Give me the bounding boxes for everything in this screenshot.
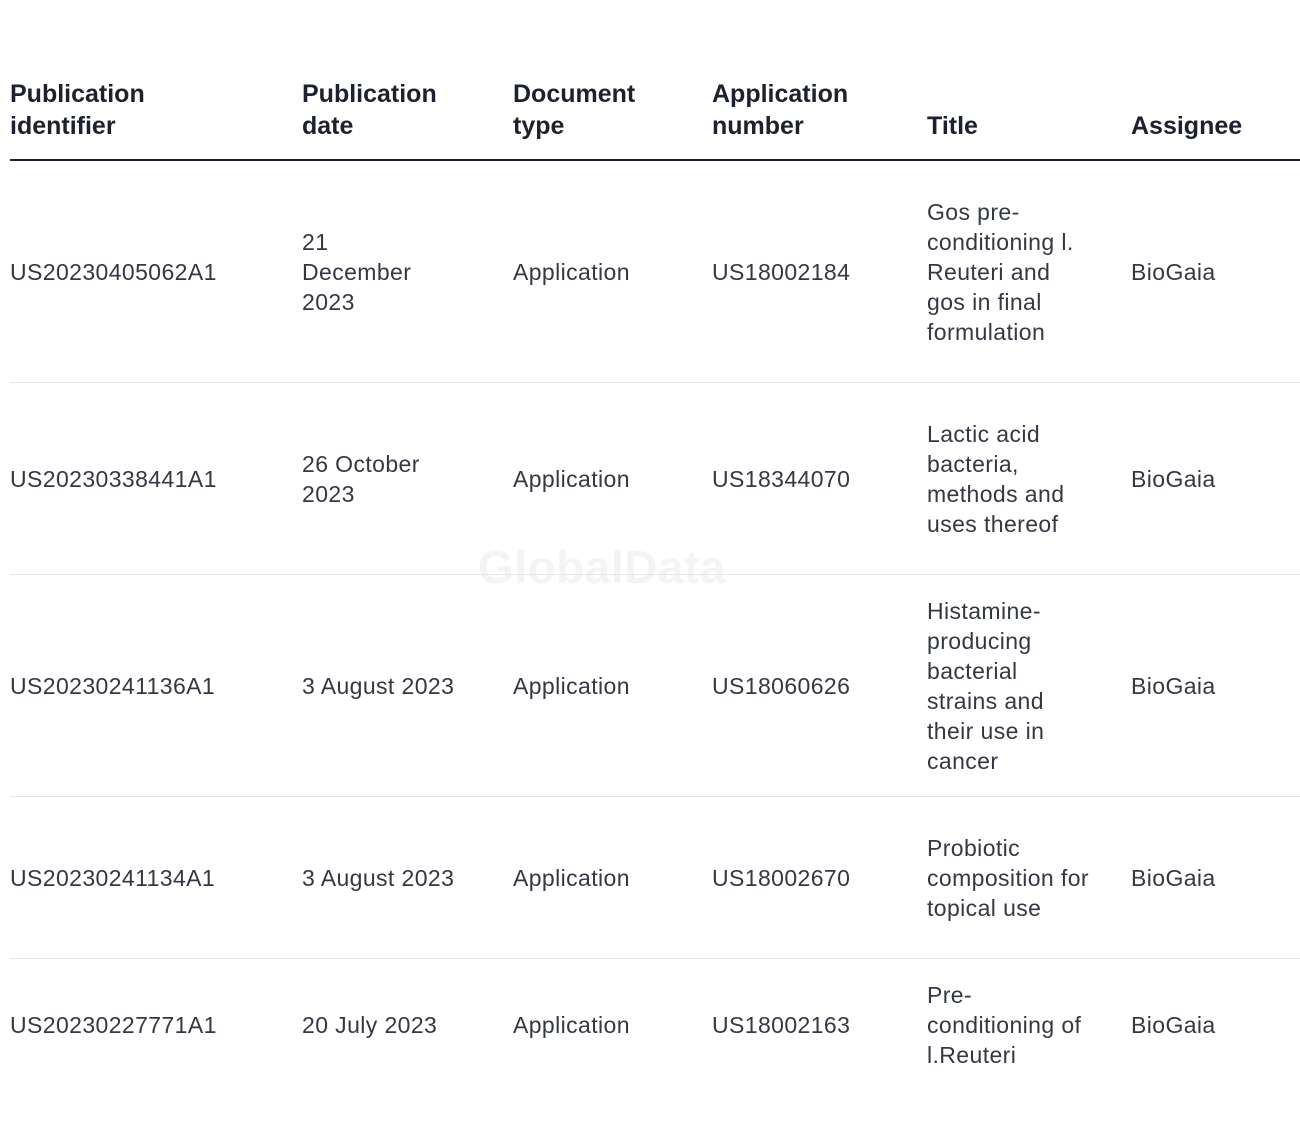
cell-title: Pre-conditioning of l.Reuteri [927, 981, 1082, 1068]
cell-publication-identifier: US20230241136A1 [10, 575, 302, 797]
table-row [10, 797, 1300, 959]
table-row [10, 383, 1300, 575]
cell-publication-date: 26 October 2023 [302, 383, 513, 575]
cell-document-type: Application [513, 575, 712, 797]
cell-application-number: US18002184 [712, 160, 927, 383]
cell-publication-date: 20 July 2023 [302, 1011, 438, 1038]
cell-assignee: BioGaia [1131, 160, 1300, 383]
cell-document-type: Application [513, 383, 712, 575]
patents-table-container[interactable] [10, 78, 1243, 1090]
cell-assignee: BioGaia [1131, 1011, 1216, 1038]
cell-application-number: US18344070 [712, 383, 927, 575]
cell-title: Probiotic composition for topical use [927, 797, 1131, 959]
cell-document-type: Application [513, 1011, 630, 1038]
cell-publication-date: 3 August 2023 [302, 797, 513, 959]
cell-publication-identifier: US20230241134A1 [10, 797, 302, 959]
table-header-row [10, 78, 1300, 160]
cell-publication-date: 3 August 2023 [302, 575, 513, 797]
cell-application-number: US18060626 [712, 575, 927, 797]
cell-document-type: Application [513, 797, 712, 959]
header-publication-identifier: Publication identifier [10, 78, 302, 160]
cell-title: Lactic acid bacteria, methods and uses thereof [927, 383, 1131, 575]
table-row [10, 575, 1300, 797]
cell-document-type: Application [513, 160, 712, 383]
cell-application-number: US18002163 [712, 1011, 851, 1038]
header-publication-date: Publication date [302, 78, 513, 160]
watermark: GlobalData [478, 541, 726, 593]
header-application-number: Application number [712, 78, 927, 160]
cell-title: Histamine-producing bacterial strains and their use in cancer [927, 575, 1131, 797]
cell-publication-identifier: US20230405062A1 [10, 160, 302, 383]
table-row [10, 959, 1300, 1091]
cell-publication-date: 21 December 2023 [302, 160, 513, 383]
header-title: Title [927, 78, 1131, 160]
header-assignee: Assignee [1131, 78, 1300, 160]
cell-assignee: BioGaia [1131, 383, 1300, 575]
cell-assignee: BioGaia [1131, 575, 1300, 797]
cell-title: Gos pre-conditioning l. Reuteri and gos in final formulation [927, 160, 1131, 383]
header-document-type: Document type [513, 78, 712, 160]
cell-assignee: BioGaia [1131, 797, 1300, 959]
cell-publication-identifier: US20230338441A1 [10, 383, 302, 575]
patents-table [10, 78, 1300, 1090]
table-row [10, 160, 1300, 383]
cell-application-number: US18002670 [712, 797, 927, 959]
cell-publication-identifier: US20230227771A1 [10, 1011, 217, 1038]
